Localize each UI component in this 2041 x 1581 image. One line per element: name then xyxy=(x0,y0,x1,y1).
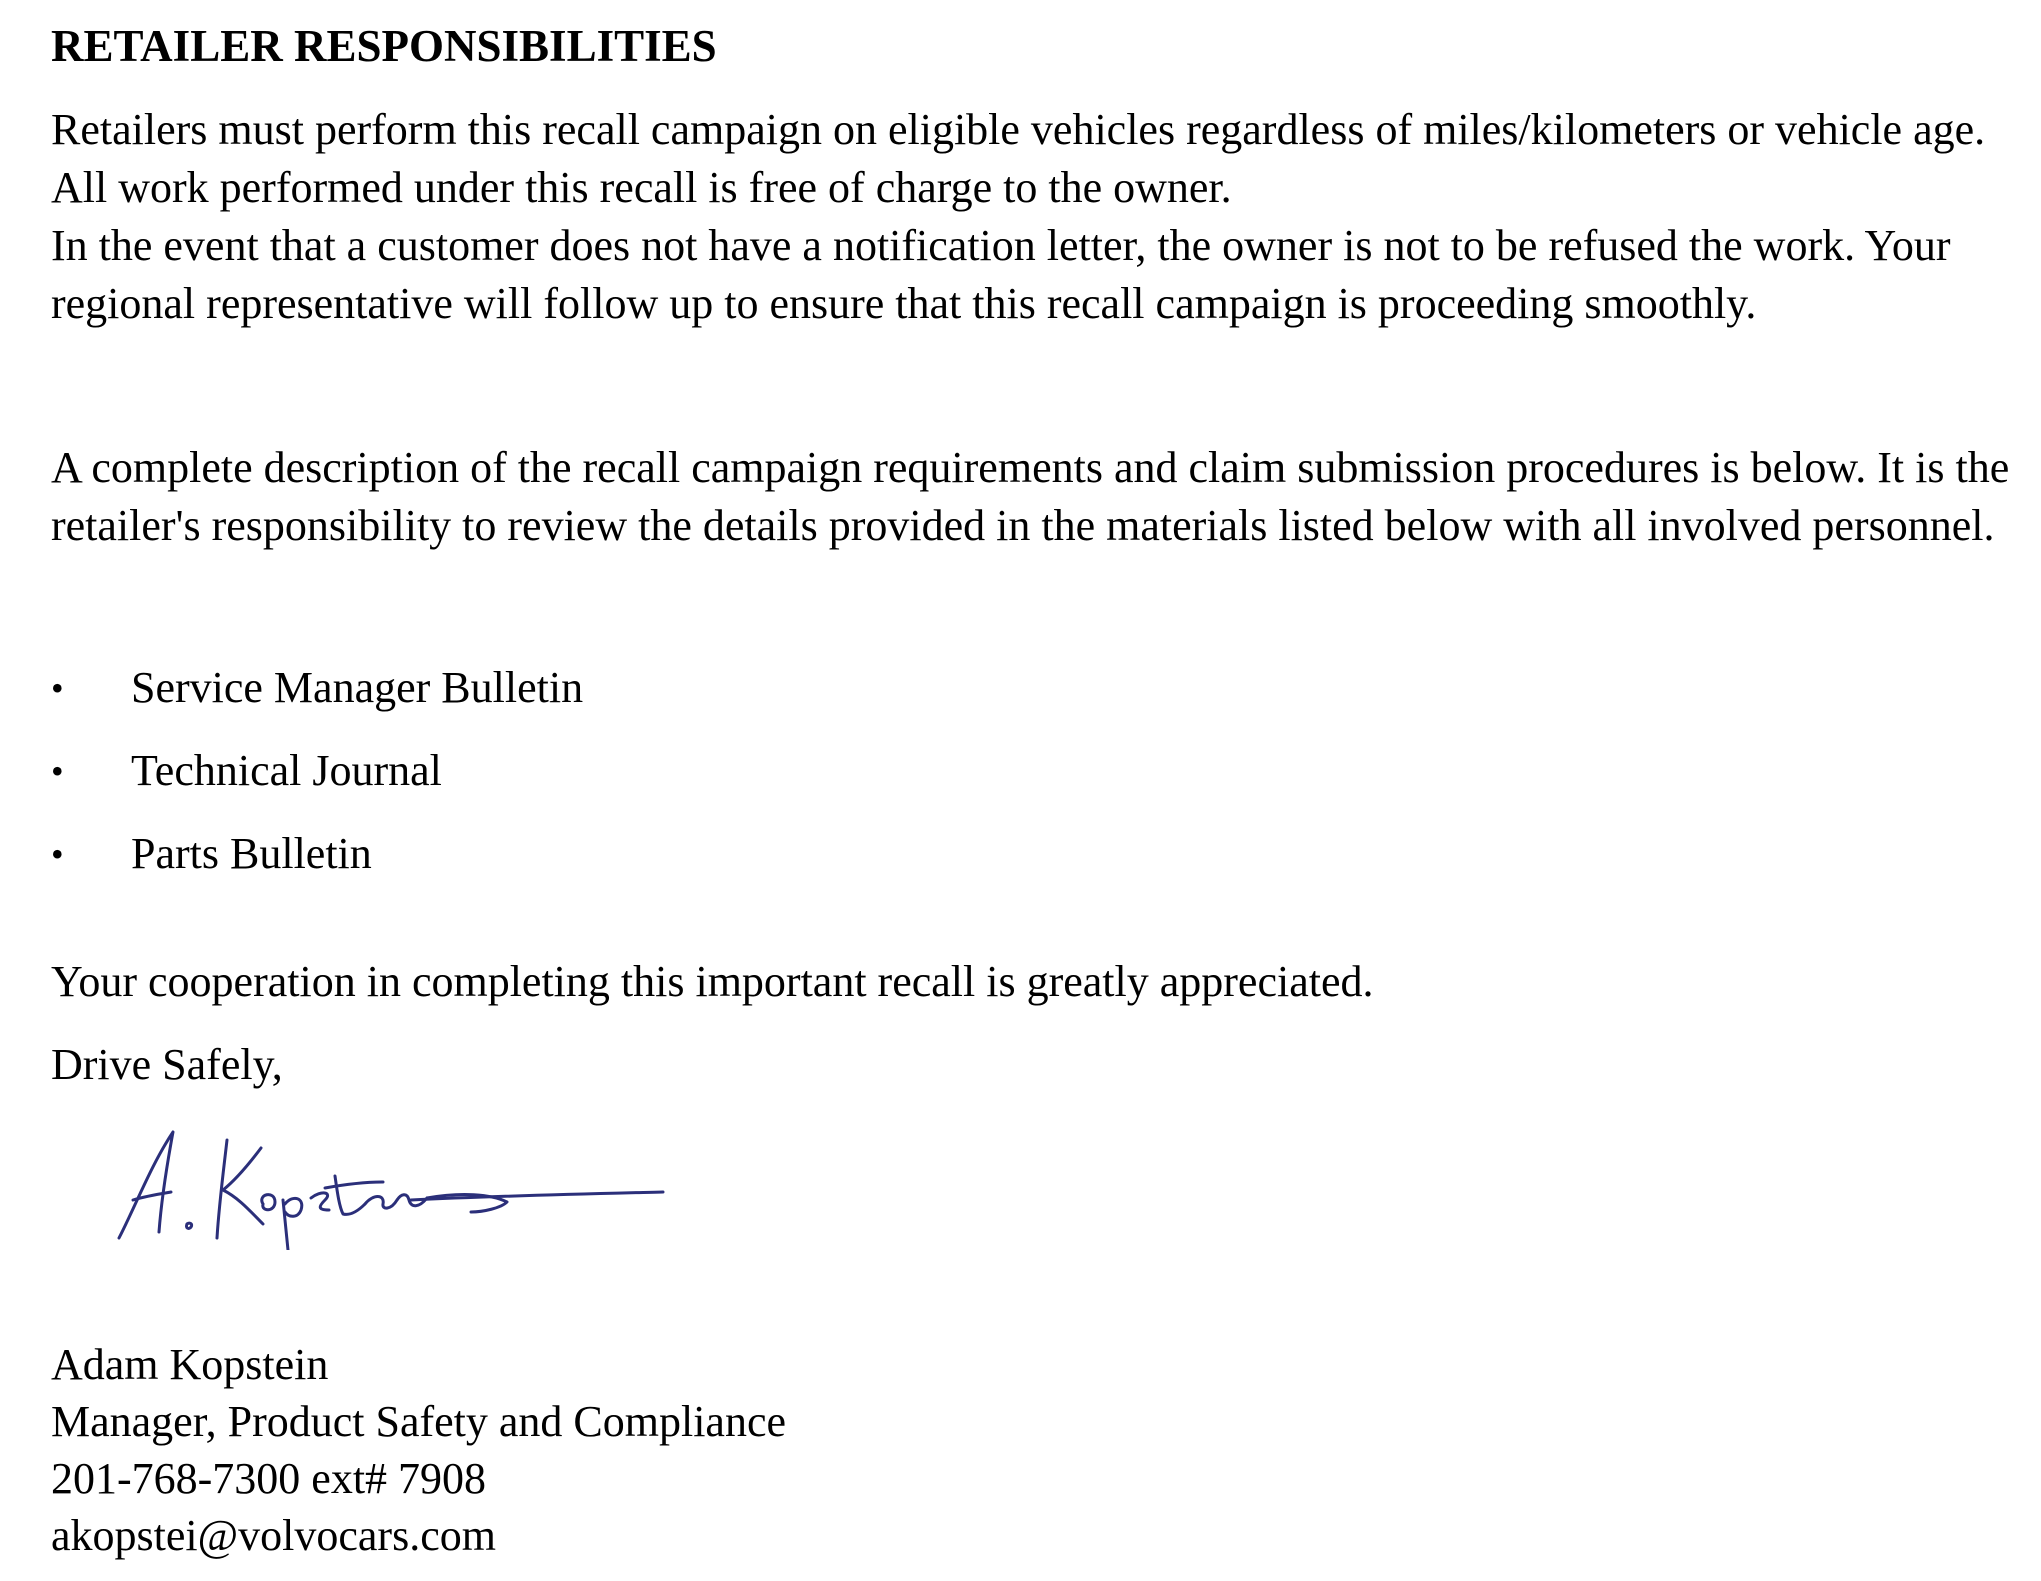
material-service-manager-bulletin: Service Manager Bulletin xyxy=(131,663,584,712)
signer-name: Adam Kopstein xyxy=(51,1340,329,1389)
signer-email[interactable]: akopstei@volvocars.com xyxy=(51,1511,496,1560)
retailer-obligation-paragraph: Retailers must perform this recall campaign on eligible vehicles regardless of miles/kilometers or vehicle age. All work performed under this recall is free of charge to the owner. In the event that a customer does not have a notification letter, the owner is not to be refused the work. Your regional representative will follow up to ensure that this recall campaign is proceeding smoothly. xyxy=(51,105,1986,328)
material-technical-journal: Technical Journal xyxy=(131,746,442,795)
bullet-icon: • xyxy=(51,668,64,708)
bullet-icon: • xyxy=(51,751,64,791)
description-paragraph: A complete description of the recall campaign requirements and claim submission procedures is below. It is the retailer's responsibility to review the details provided in the materials listed below with all involved personnel. xyxy=(51,443,2010,550)
closing-sentence: Your cooperation in completing this important recall is greatly appreciated. xyxy=(51,957,1374,1006)
signer-phone: 201-768-7300 ext# 7908 xyxy=(51,1454,487,1503)
signer-title: Manager, Product Safety and Compliance xyxy=(51,1397,787,1446)
section-heading: RETAILER RESPONSIBILITIES xyxy=(51,21,717,71)
bullet-icon: • xyxy=(51,834,64,874)
signoff: Drive Safely, xyxy=(51,1040,283,1089)
signature-block xyxy=(51,1336,786,1564)
handwritten-signature xyxy=(111,1120,671,1250)
material-parts-bulletin: Parts Bulletin xyxy=(131,829,372,878)
